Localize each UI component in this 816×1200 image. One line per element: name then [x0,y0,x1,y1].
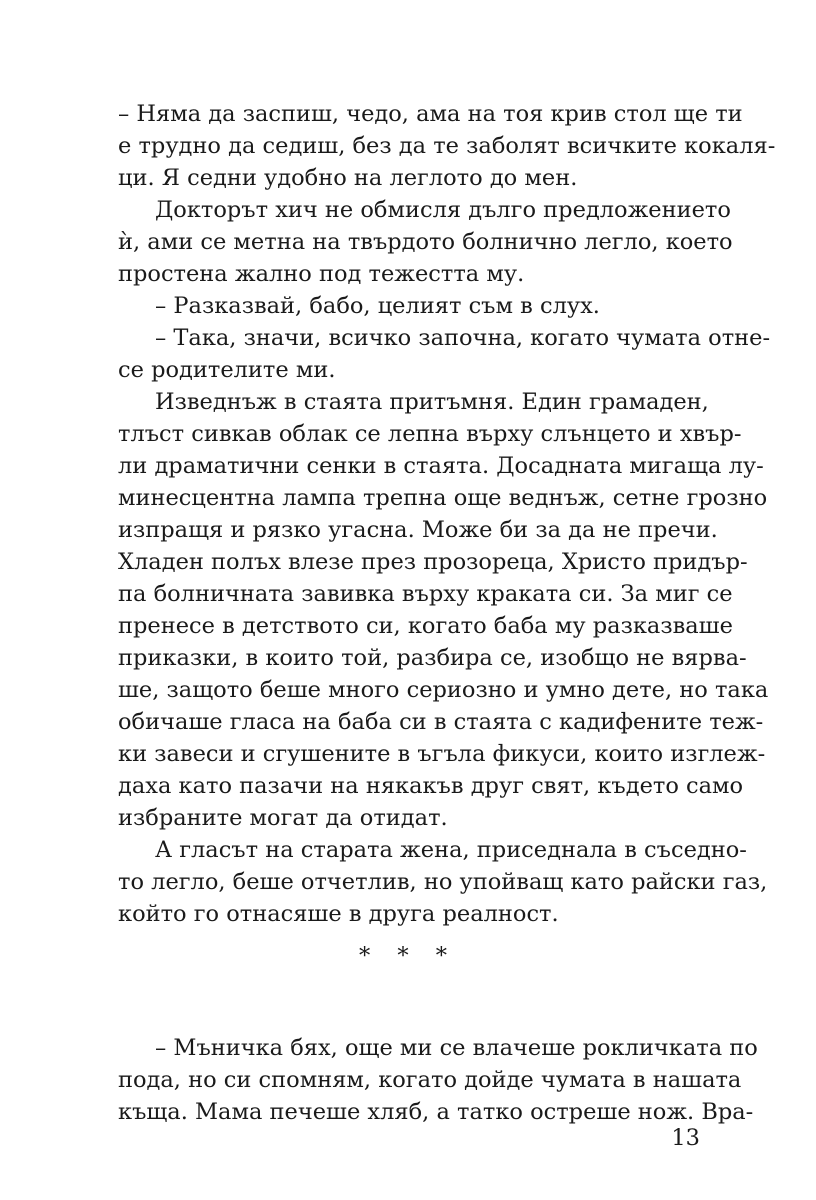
text-line: изпращя и рязко угасна. Може би за да не пречи. [118,517,718,543]
text-line: Хладен полъх влезе през прозореца, Христо придър- [118,549,748,575]
text-line: пренесе в детството си, когато баба му разказваше [118,613,733,639]
text-line: ѝ, ами се метна на твърдото болнично легло, което [118,229,733,255]
text-line: се родителите ми. [118,357,336,383]
page-number: 13 [671,1125,700,1151]
text-line: избраните могат да отидат. [118,805,448,831]
text-line: Докторът хич не обмисля дълго предложението [155,197,731,223]
text-line: – Няма да заспиш, чедо, ама на тоя крив стол ще ти [118,101,743,127]
text-line: па болничната завивка върху краката си. За миг се [118,581,733,607]
text-line: ли драматични сенки в стаята. Досадната мигаща лу- [118,453,764,479]
text-line: простена жално под тежестта му. [118,261,525,287]
text-line: който го отнасяше в друга реалност. [118,901,559,927]
text-line: – Мъничка бях, още ми се влачеше рокличката по [155,1035,758,1061]
text-line: Изведнъж в стаята притъмня. Един грамаден, [155,389,709,415]
text-line: ше, защото беше много сериозно и умно дете, но така [118,677,769,703]
text-line: даха като пазачи на някакъв друг свят, където само [118,773,744,799]
text-line: пода, но си спомням, когато дойде чумата в нашата [118,1067,742,1093]
text-line: тлъст сивкав облак се лепна върху слънцето и хвър- [118,421,742,447]
text-line: приказки, в които той, разбира се, изобщо не вярва- [118,645,747,671]
text-line: е трудно да седиш, без да те заболят всичките кокаля- [118,133,776,159]
text-line: минесцентна лампа трепна още веднъж, сетне грозно [118,485,768,511]
section-separator: * * * [358,943,458,969]
text-line: къща. Мама печеше хляб, а татко остреше нож. Вра- [118,1099,754,1125]
text-line: ци. Я седни удобно на леглото до мен. [118,165,578,191]
text-line: ки завеси и сгушените в ъгъла фикуси, които изглеж- [118,741,766,767]
text-line: – Разказвай, бабо, целият съм в слух. [155,293,600,319]
text-line: – Така, значи, всичко започна, когато чумата отне- [155,325,771,351]
text-line: обичаше гласа на баба си в стаята с кадифените теж- [118,709,764,735]
text-line: то легло, беше отчетлив, но упойващ като райски газ, [118,869,768,895]
text-line: А гласът на старата жена, приседнала в съседно- [155,837,747,863]
